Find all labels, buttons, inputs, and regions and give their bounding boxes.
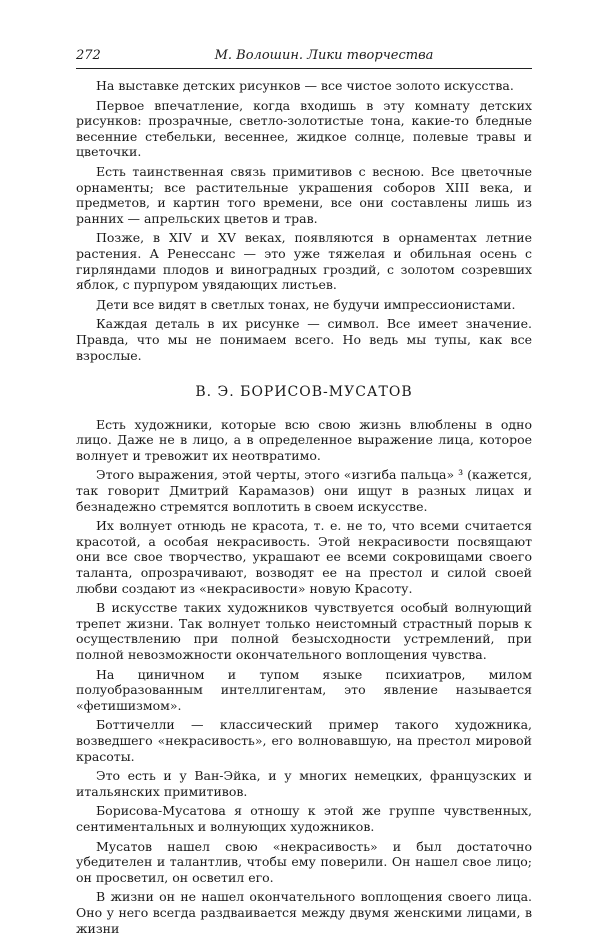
paragraph: Позже, в XIV и XV веках, появляются в орнаментах летние растения. А Ренессанс — это уже тяжелая и обильная осень с гирляндами плодов и виноградных гроздий, с золотом созревших яблок, с пурпуром увядающих листьев. bbox=[76, 230, 532, 293]
paragraph: Каждая деталь в их рисунке — символ. Все имеет значение. Правда, что мы не понимаем всего. Но ведь мы тупы, как все взрослые. bbox=[76, 316, 532, 363]
paragraph: На циничном и тупом языке психиатров, милом полуобразованным интеллигентам, это явление называется «фетишизмом». bbox=[76, 666, 532, 713]
paragraph: Этого выражения, этой черты, этого «изгиба пальца» ³ (кажется, так говорит Дмитрий Карамазов) они ищут в разных лицах и безнадежно стремятся воплотить в своем искусстве. bbox=[76, 467, 532, 514]
paragraph: Мусатов нашел свою «некрасивость» и был достаточно убедителен и талантлив, чтобы ему поверили. Он нашел свое лицо; он просветил, он осветил его. bbox=[76, 838, 532, 885]
body-text bbox=[76, 78, 532, 940]
running-header bbox=[76, 46, 532, 69]
paragraph: На выставке детских рисунков — все чистое золото искусства. bbox=[96, 78, 514, 93]
paragraph: Есть таинственная связь примитивов с весною. Все цветочные орнаменты; все растительные украшения соборов XIII века, и предметов, и картин того времени, все они составлены лишь из ранних — апрельских цветов и трав. bbox=[76, 163, 532, 226]
paragraph: Их волнует отнюдь не красота, т. е. не то, что всеми считается красотой, а особая некрасивость. Этой некрасивости посвящают они все свое творчество, украшают ее всеми сокровищами своего таланта, опрозрачивают, возводят ее на престол и силой своей любви создают из «некрасивости» новую Красоту. bbox=[76, 518, 532, 596]
page-number: 272 bbox=[76, 48, 101, 63]
paragraph: Дети все видят в светлых тонах, не будучи импрессионистами. bbox=[96, 296, 516, 312]
running-title: М. Волошин. Лики творчества bbox=[214, 48, 434, 63]
paragraph: Первое впечатление, когда входишь в эту комнату детских рисунков: прозрачные, светло-золотистые тона, какие-то бледные весенние стебельки, весеннее, жидкое солнце, полевые травы и цветочки. bbox=[76, 97, 532, 160]
paragraph: В жизни он не нашел окончательного воплощения своего лица. Оно у него всегда раздваивается между двумя женскими лицами, в жизни bbox=[76, 889, 532, 936]
paragraph: В искусстве таких художников чувствуется особый волнующий трепет жизни. Так волнует только неистомный страстный порыв к осуществлению при полной безысходности устремлений, при полной невозможности окончательного воплощения чувства. bbox=[76, 600, 532, 662]
paragraph: Борисова-Мусатова я отношу к этой же группе чувственных, сентиментальных и волнующих художников. bbox=[76, 803, 532, 834]
paragraph: Боттичелли — классический пример такого художника, возведшего «некрасивость», его волновавшую, на престол мировой красоты. bbox=[76, 717, 532, 764]
paragraph: Есть художники, которые всю свою жизнь влюблены в одно лицо. Даже не в лицо, а в определенное выражение лица, которое волнует и тревожит их неотвратимо. bbox=[76, 416, 532, 463]
section-title: В. Э. БОРИСОВ-МУСАТОВ bbox=[195, 384, 413, 401]
paragraph: Это есть и у Ван-Эйка, и у многих немецких, французских и итальянских примитивов. bbox=[76, 768, 532, 799]
